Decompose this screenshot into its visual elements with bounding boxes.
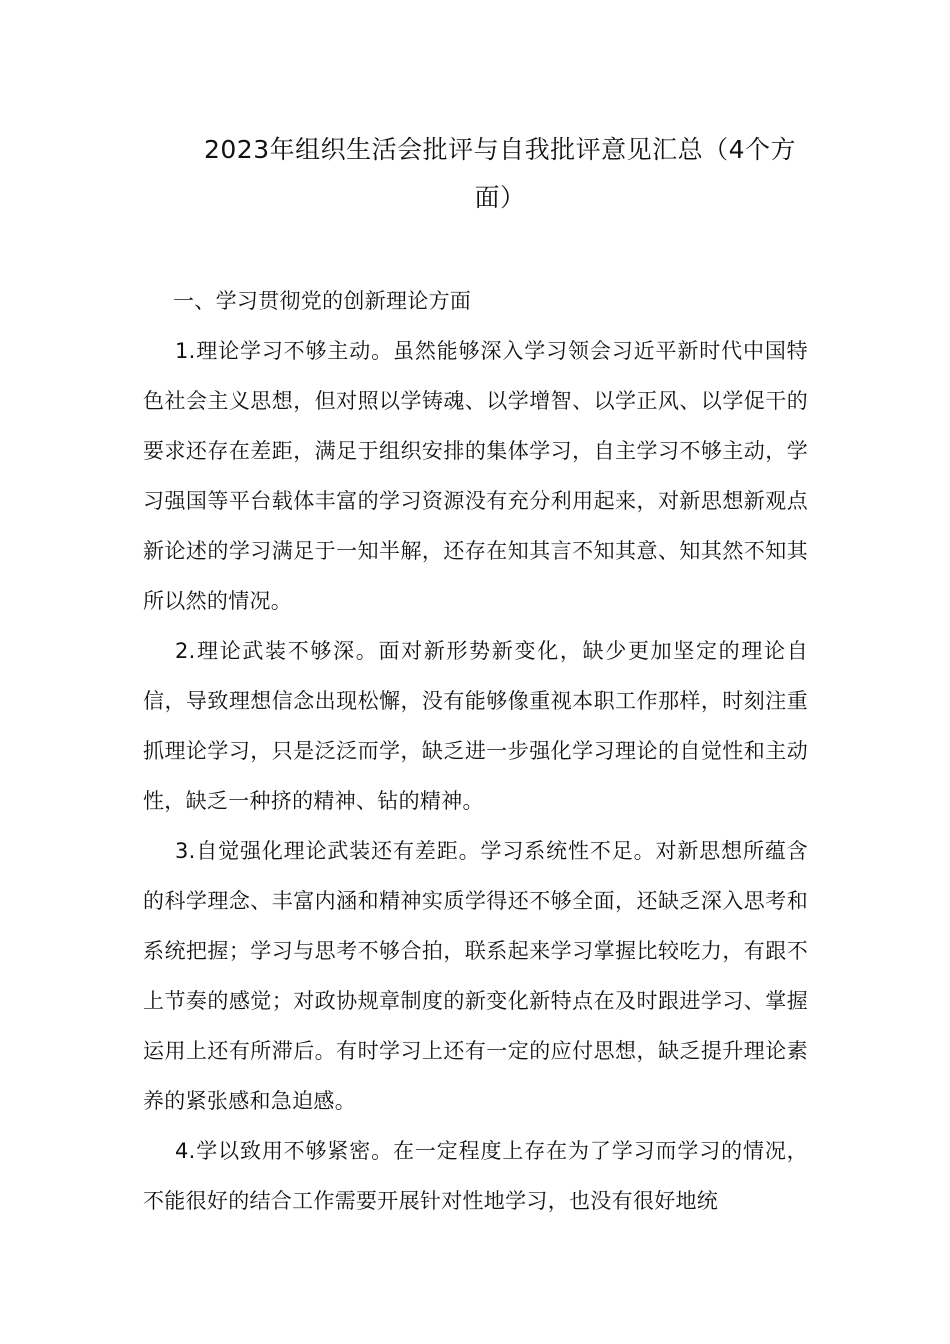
title-line-1: 2023年组织生活会批评与自我批评意见汇总（4个方 bbox=[203, 135, 797, 164]
paragraph-2: 2.理论武装不够深。面对新形势新变化，缺少更加坚定的理论自信，导致理想信念出现松懈，没有能够像重视本职工作那样，时刻注重抓理论学习，只是泛泛而学，缺乏进一步强化学习理论的自觉性和主动性，缺乏一种挤的精神、钻的精神。 bbox=[143, 639, 808, 813]
paragraph-1: 1.理论学习不够主动。虽然能够深入学习领会习近平新时代中国特色社会主义思想，但对照以学铸魂、以学增智、以学正风、以学促干的要求还存在差距，满足于组织安排的集体学习，自主学习不够主动，学习强国等平台载体丰富的学习资源没有充分利用起来，对新思想新观点新论述的学习满足于一知半解，还存在知其言不知其意、知其然不知其所以然的情况。 bbox=[143, 339, 808, 613]
section-heading: 一、学习贯彻党的创新理论方面 bbox=[173, 289, 472, 313]
document-body bbox=[143, 276, 808, 1226]
document-title bbox=[140, 126, 860, 222]
paragraph-3: 3.自觉强化理论武装还有差距。学习系统性不足。对新思想所蕴含的科学理念、丰富内涵和精神实质学得还不够全面，还缺乏深入思考和系统把握；学习与思考不够合拍，联系起来学习掌握比较吃力，有跟不上节奏的感觉；对政协规章制度的新变化新特点在及时跟进学习、掌握运用上还有所滞后。有时学习上还有一定的应付思想，缺乏提升理论素养的紧张感和急迫感。 bbox=[143, 839, 808, 1113]
paragraph-4: 4.学以致用不够紧密。在一定程度上存在为了学习而学习的情况，不能很好的结合工作需要开展针对性地学习，也没有很好地统 bbox=[143, 1139, 808, 1213]
title-line-2: 面） bbox=[474, 183, 526, 212]
